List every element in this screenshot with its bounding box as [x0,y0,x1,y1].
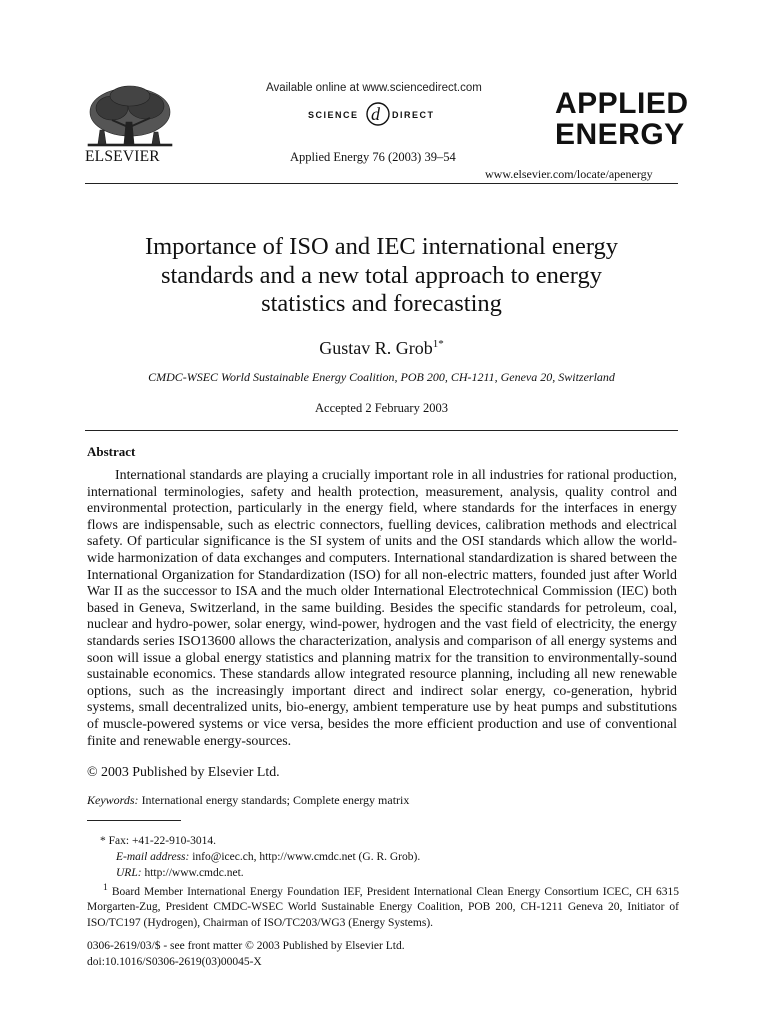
issn-line: 0306-2619/03/$ - see front matter © 2003 Published by Elsevier Ltd. [87,940,405,952]
footnote-email [116,850,420,866]
title-line-3: statistics and forecasting [261,290,502,317]
front-matter [87,939,405,970]
author-marks: 1* [432,338,444,350]
sciencedirect-logo [268,100,498,128]
footnote-1-mark: 1 [103,882,108,893]
abstract-top-rule [85,430,678,431]
journal-title [555,88,689,150]
email-value: info@icec.ch, http://www.cmdc.net (G. R. Grob). [192,851,421,863]
doi-line: doi:10.1016/S0306-2619(03)00045-X [87,955,262,968]
footnote-fax: * Fax: +41-22-910-3014. [100,835,217,847]
journal-url: www.elsevier.com/locate/apenergy [485,167,653,181]
url-value: http://www.cmdc.net. [144,867,244,879]
author [85,338,678,359]
journal-title-line-1: APPLIED [555,87,689,120]
journal-citation: Applied Energy 76 (2003) 39–54 [290,150,456,164]
abstract-body [87,468,677,750]
keywords-text: International energy standards; Complete energy matrix [141,793,410,807]
sciencedirect-right-text: DIRECT [392,110,435,120]
email-label: E-mail address: [116,851,190,863]
title-line-1: Importance of ISO and IEC international energy [144,233,619,260]
abstract-heading: Abstract [87,444,136,459]
footnote-1-text: Board Member International Energy Foundation IEF, President International Clean Energy Consortium ICEC, CH 6315 Morgarten-Zug, President CMDC-WSEC World Sustainable Energy Coalition, POB 200, CH-1211 Geneva 20, Initiator of ISO/TC197 (Hydrogen), Chairman of ISO/TC203/WG3 (Energy Systems). [87,885,679,929]
available-online-text: Available online at www.sciencedirect.com [266,82,482,94]
sciencedirect-left-text: SCIENCE [308,110,359,120]
journal-title-line-2: ENERGY [555,118,685,151]
header-rule [85,183,678,184]
affiliation: CMDC-WSEC World Sustainable Energy Coalition, POB 200, CH-1211, Geneva 20, Switzerland [148,370,615,384]
footnote-rule [87,820,181,821]
footnote-1 [87,880,679,931]
url-label: URL: [116,867,142,879]
author-name: Gustav R. Grob [319,338,433,358]
title-line-2: standards and a new total approach to energy [160,261,603,289]
keywords-label: Keywords: [87,793,139,807]
article-title [85,233,678,319]
keywords [87,793,409,808]
accepted-date: Accepted 2 February 2003 [315,401,448,415]
publisher-name: ELSEVIER [85,148,160,165]
abstract-text: International standards are playing a crucially important role in all industries for rational production, international terminologies, safety and health protection, measurement, analysis, quality control and environmental protection, particularly in the energy field, where standards for the interfaces in energy flows are indispensable, such as electric connectors, fuelling devices, calibration methods and electrical safety. Of particular significance is the SI system of units and the OSI standards which allow the world-wide harmonization of data exchanges and computers. International standardization is shared between the International Organization for Standardization (ISO) for all non-electric matters, founded just after World War II as the successor to ISA and the much older International Electrotechnical Commission (IEC) both based in Geneva, Switzerland, in the same building. Besides the specific standards for petroleum, coal, nuclear and hydro-power, solar energy, wind-power, hydrogen and the vast field of electricity, the energy standards series ISO13600 allows the characterization, analysis and comparison of all energy systems and soon will issue a global energy statistics and planning matrix for the transition to environmentally-sound sustainable economics. These standards allow integrated resource planning, including all new renewable options, such as the increasingly important direct and indirect solar energy, co-generation, hybrid systems, small decentralized units, bio-energy, ambient temperature use by heat pumps and substitutions of muscle-powered systems or vice versa, besides the more efficient production and use of conventional finite and renewable energy-sources. [87,468,677,749]
abstract-copyright: © 2003 Published by Elsevier Ltd. [87,765,280,780]
svg-text:d: d [371,104,380,124]
